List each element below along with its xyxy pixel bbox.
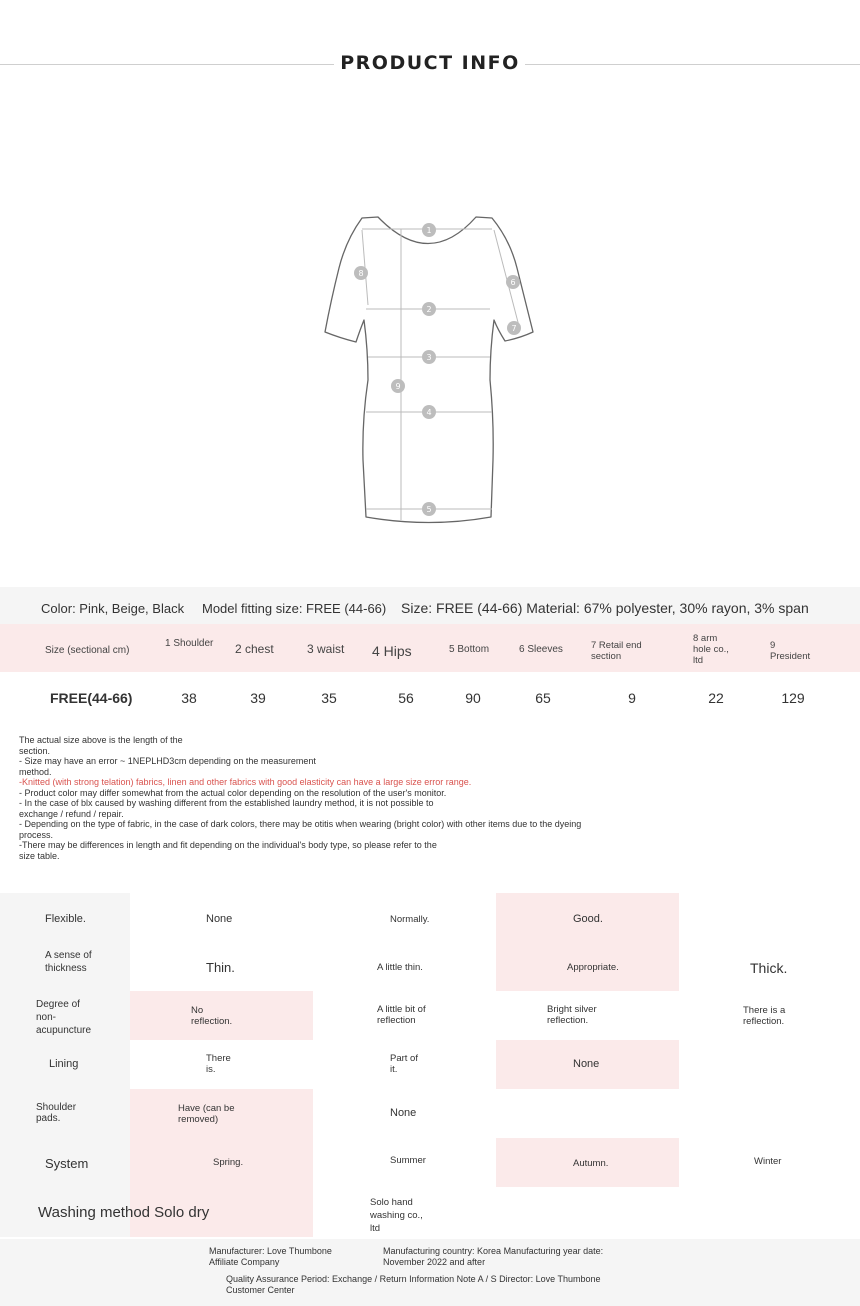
system-option-summer: Summer bbox=[390, 1155, 426, 1166]
thickness-label: A sense of thickness bbox=[45, 950, 92, 974]
manufacturer-footer bbox=[0, 1239, 860, 1306]
thickness-option-thin: Thin. bbox=[206, 960, 235, 975]
thickness-option-thick: Thick. bbox=[750, 960, 788, 976]
quality-info: Quality Assurance Period: Exchange / Return Information Note A / S Director: Love Thumbone Customer Center bbox=[226, 1274, 601, 1295]
model-fitting-info: Model fitting size: FREE (44-66) bbox=[202, 601, 387, 616]
hips-header: 4 Hips bbox=[372, 643, 412, 659]
system-option-spring: Spring. bbox=[213, 1157, 244, 1168]
dress-outline bbox=[325, 217, 533, 523]
lining-option-none: None bbox=[573, 1058, 600, 1070]
sleeves-header: 6 Sleeves bbox=[519, 644, 563, 655]
point-8-label: 8 bbox=[358, 269, 364, 278]
note-item: -There may be differences in length and fit depending on the individual's body type, so please refer to the size table. bbox=[19, 840, 437, 861]
acupuncture-label: Degree of non-acupuncture bbox=[36, 999, 92, 1036]
president-header: 9 President bbox=[770, 640, 811, 662]
product-info-strip bbox=[0, 587, 860, 624]
country-info: Manufacturing country: Korea Manufacturing year date: November 2022 and after bbox=[383, 1246, 604, 1267]
shoulder-header: 1 Shoulder bbox=[165, 638, 214, 649]
bottom-value: 90 bbox=[465, 690, 481, 706]
acupuncture-option-no-reflection: No reflection. bbox=[191, 1005, 233, 1027]
manufacturer-info: Manufacturer: Love Thumbone Affiliate Company bbox=[209, 1246, 332, 1267]
point-3-label: 3 bbox=[426, 353, 432, 362]
note-item: The actual size above is the length of the section. bbox=[19, 735, 183, 756]
washing-label: Washing method Solo dry bbox=[38, 1204, 210, 1221]
thickness-option-appropriate: Appropriate. bbox=[567, 962, 619, 973]
chest-header: 2 chest bbox=[235, 642, 274, 656]
waist-value: 35 bbox=[321, 690, 337, 706]
point-2-label: 2 bbox=[426, 305, 432, 314]
point-1-label: 1 bbox=[426, 226, 432, 235]
note-item: - In the case of blx caused by washing different from the established laundry method, it is not possible to exchange / refund / repair. bbox=[19, 798, 434, 819]
note-item: - Product color may differ somewhat from the actual color depending on the resolution of the user's monitor. bbox=[19, 787, 447, 798]
color-info: Color: Pink, Beige, Black bbox=[41, 601, 185, 616]
hips-value: 56 bbox=[398, 690, 414, 706]
retail-end-header: 7 Retail end section bbox=[591, 640, 642, 662]
point-6-label: 6 bbox=[510, 278, 516, 287]
size-table-row bbox=[0, 672, 860, 724]
lining-option-part: Part of it. bbox=[390, 1053, 418, 1075]
system-label: System bbox=[45, 1156, 89, 1171]
shoulder-pads-option-none: None bbox=[390, 1107, 417, 1119]
size-notes bbox=[19, 735, 599, 861]
flexible-label: Flexible. bbox=[45, 913, 86, 925]
acupuncture-option-reflection: There is a reflection. bbox=[743, 1005, 786, 1027]
acupuncture-option-little-reflection: A little bit of reflection bbox=[377, 1004, 426, 1026]
note-item: - Depending on the type of fabric, in the case of dark colors, there may be otitis when wearing (bright color) with other items due to the dyeing process. bbox=[19, 819, 582, 840]
shoulder-pads-option-have: Have (can be removed) bbox=[178, 1103, 235, 1125]
chest-value: 39 bbox=[250, 690, 266, 706]
point-7-label: 7 bbox=[511, 324, 517, 333]
size-value: FREE(44-66) bbox=[50, 690, 133, 706]
sleeves-value: 65 bbox=[535, 690, 551, 706]
waist-header: 3 waist bbox=[307, 642, 345, 656]
armhole-value: 22 bbox=[708, 690, 724, 706]
point-4-label: 4 bbox=[426, 408, 432, 417]
note-item-warning: -Knitted (with strong telation) fabrics, linen and other fabrics with good elasticity can have a large size error range. bbox=[19, 777, 472, 787]
flexible-option-good: Good. bbox=[573, 913, 603, 925]
lining-option-there-is: There is. bbox=[206, 1053, 231, 1075]
lining-label: Lining bbox=[49, 1058, 79, 1070]
system-option-winter: Winter bbox=[754, 1156, 782, 1167]
president-value: 129 bbox=[781, 690, 805, 706]
point-5-label: 5 bbox=[426, 505, 432, 514]
acupuncture-option-bright-silver: Bright silver reflection. bbox=[547, 1004, 597, 1026]
note-item: - Size may have an error ~ 1NEPLHD3cm depending on the measurement method. bbox=[19, 756, 316, 777]
point-9-label: 9 bbox=[395, 382, 401, 391]
dress-measurement-diagram bbox=[0, 0, 860, 560]
page-title: PRODUCT INFO bbox=[340, 52, 520, 74]
system-option-autumn: Autumn. bbox=[573, 1158, 609, 1169]
size-table-header bbox=[0, 624, 860, 672]
size-material-info: Size: FREE (44-66) Material: 67% polyester, 30% rayon, 3% span bbox=[401, 600, 809, 616]
flexible-option-normally: Normally. bbox=[390, 914, 430, 925]
size-header-label: Size (sectional cm) bbox=[45, 645, 130, 656]
armhole-header: 8 arm hole co., ltd bbox=[693, 633, 729, 666]
shoulder-pads-label: Shoulder pads. bbox=[36, 1102, 77, 1124]
bottom-header: 5 Bottom bbox=[449, 644, 490, 655]
retail-end-value: 9 bbox=[628, 690, 636, 706]
washing-option-hand: Solo hand washing co., ltd bbox=[370, 1197, 423, 1234]
thickness-option-little-thin: A little thin. bbox=[377, 962, 423, 973]
shoulder-value: 38 bbox=[181, 690, 197, 706]
flexible-option-none: None bbox=[206, 913, 233, 925]
